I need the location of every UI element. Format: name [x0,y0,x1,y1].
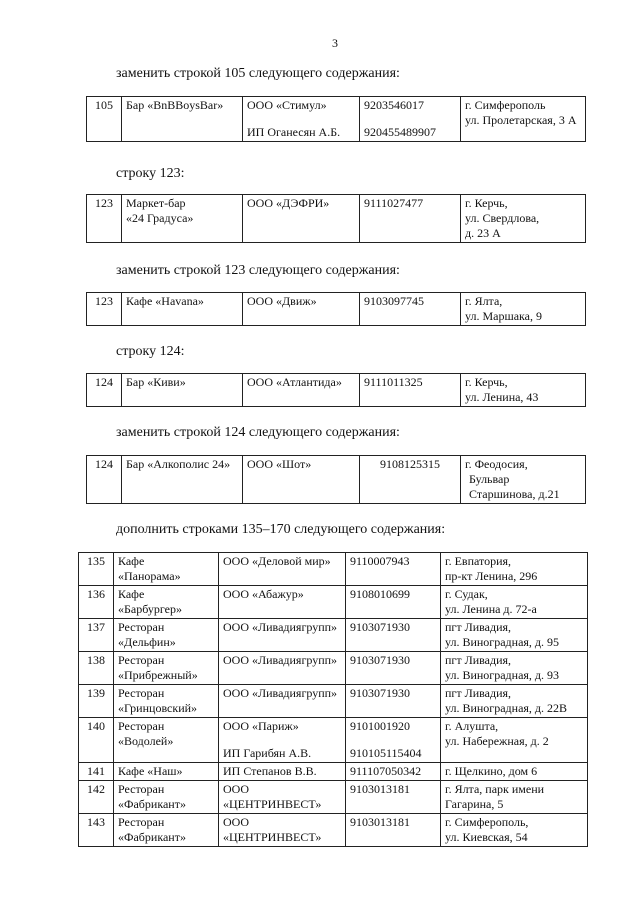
address-line: г. Симферополь, [445,815,529,829]
inn-value-cell [346,814,441,847]
row-number: 138 [79,652,114,685]
row-number: 142 [79,781,114,814]
organization-name: ООО [223,815,249,829]
row-number: 123 [87,293,122,326]
row-number: 123 [87,195,122,243]
address-line: г. Щелкино, дом 6 [445,764,538,778]
row-number: 124 [87,456,122,504]
establishment-name: «Гринцовский» [118,701,198,715]
establishment-name-cell [114,586,219,619]
paragraph-replace-105: заменить строкой 105 следующего содержания: [116,66,400,81]
establishment-name: «Панорама» [118,569,181,583]
table-rows-135-143 [78,552,588,847]
address-line-cell [441,685,588,718]
inn-value: 910105115404 [350,746,422,760]
address-line: г. Евпатория, [445,554,512,568]
establishment-name: Бар «BnBBoysBar» [122,97,243,142]
address-line: г. Судак, [445,587,488,601]
address-line: г. Керчь, [465,196,508,210]
table-row-123-new [86,292,586,326]
establishment-name: Ресторан [118,686,165,700]
address-cell [461,195,586,243]
address-line: Бульвар [469,472,510,486]
address-cell [461,456,586,504]
organization-name-cell [219,586,346,619]
establishment-name-cell [114,718,219,763]
inn-value-cell [346,652,441,685]
inn-value: 9103071930 [350,653,410,667]
establishment-name: Ресторан [118,719,165,733]
row-number: 139 [79,685,114,718]
table-row [87,293,586,326]
organization-name: ООО «Ливадиягрупп» [223,686,338,700]
paragraph-replace-124: заменить строкой 124 следующего содержания: [116,425,400,440]
inn-value: 911107050342 [350,764,422,778]
inn-cell [360,97,461,142]
address-line: д. 23 А [465,226,501,240]
address-line: г. Ялта, парк имени [445,782,545,796]
inn-value-cell [346,781,441,814]
inn-value: 9203546017 [364,98,424,112]
inn-value-cell [346,685,441,718]
inn-value-cell [346,586,441,619]
establishment-name: Ресторан [118,653,165,667]
organization-name-cell [219,718,346,763]
address-line: ул. Виноградная, д. 93 [445,668,560,682]
address-line: ул. Маршака, 9 [465,309,542,323]
organization-name: ООО «Деловой мир» [223,554,331,568]
inn-value: 9103071930 [350,620,410,634]
address-line-cell [441,763,588,781]
table-row [79,781,588,814]
establishment-name-cell [114,652,219,685]
establishment-name: Маркет-бар [126,196,186,210]
establishment-name: Кафе [118,587,145,601]
table-row [79,619,588,652]
table-row [79,814,588,847]
address-line-cell [441,718,588,763]
organization-name-cell [219,781,346,814]
organization-name: ООО «Движ» [243,293,360,326]
table-row [87,97,586,142]
address-line: Старшинова, д.21 [469,487,560,501]
inn-value: 9108010699 [350,587,410,601]
inn-value-cell [346,718,441,763]
paragraph-replace-123: заменить строкой 123 следующего содержания: [116,263,400,278]
table-row-105 [86,96,586,142]
table-row [79,652,588,685]
organization-name: ООО «Шот» [243,456,360,504]
address-line: г. Керчь, [465,375,508,389]
row-number: 105 [87,97,122,142]
organization-name: ИП Степанов В.В. [223,764,317,778]
organization-name: ООО «Стимул» [247,98,327,112]
establishment-name: Кафе [118,554,145,568]
organization-name-cell [219,763,346,781]
address-line: ул. Свердлова, [465,211,540,225]
address-line: ул. Виноградная, д. 95 [445,635,560,649]
inn-value: 9101001920 [350,719,410,733]
address-cell [461,374,586,407]
inn-value-2: 920455489907 [364,125,436,139]
address-line: г. Ялта, [465,294,503,308]
inn-value: 9111027477 [360,195,461,243]
address-line: ул. Киевская, 54 [445,830,528,844]
address-line: ул. Ленина, 43 [465,390,539,404]
organization-name: «ЦЕНТРИНВЕСТ» [223,797,322,811]
establishment-name: «Барбургер» [118,602,182,616]
address-line-cell [441,586,588,619]
organization-name-cell [219,685,346,718]
paragraph-row-124: строку 124: [116,344,185,359]
establishment-name-2: «24 Градуса» [126,211,194,225]
establishment-name: Ресторан [118,782,165,796]
establishment-name-cell [114,763,219,781]
organization-name: ООО [223,782,249,796]
row-number: 137 [79,619,114,652]
organization-name: ООО «Ливадиягрупп» [223,620,338,634]
row-number: 124 [87,374,122,407]
inn-value-cell [346,763,441,781]
address-line-cell [441,553,588,586]
address-line-cell [441,652,588,685]
inn-value: 9110007943 [350,554,410,568]
establishment-name: Бар «Киви» [122,374,243,407]
organization-name: ООО «Париж» [223,719,299,733]
inn-value-cell [346,619,441,652]
address-line: пгт Ливадия, [445,686,512,700]
establishment-name: Кафе «Havana» [122,293,243,326]
address-line-cell [441,781,588,814]
organization-name: ООО «Ливадиягрупп» [223,653,338,667]
inn-value: 9103013181 [350,815,410,829]
address-line: ул. Пролетарская, 3 А [465,113,577,127]
organization-name-2: ИП Оганесян А.Б. [247,125,341,139]
address-line: г. Феодосия, [465,457,528,471]
organization-name-cell [219,814,346,847]
establishment-name: «Дельфин» [118,635,176,649]
address-line-cell [441,619,588,652]
establishment-name-cell [114,814,219,847]
establishment-name: «Фабрикант» [118,830,186,844]
establishment-name-cell [114,619,219,652]
address-line: ул. Виноградная, д. 22В [445,701,568,715]
address-line: ул. Набережная, д. 2 [445,734,549,748]
inn-value: 9103071930 [350,686,410,700]
establishment-name-cell [114,685,219,718]
inn-value: 9108125315 [360,456,461,504]
row-number: 136 [79,586,114,619]
table-row [79,685,588,718]
organization-name: «ЦЕНТРИНВЕСТ» [223,830,322,844]
table-row [79,718,588,763]
row-number: 135 [79,553,114,586]
organization-name-cell [219,619,346,652]
organization-name: ИП Гарибян А.В. [223,746,312,760]
inn-value: 9103097745 [360,293,461,326]
address-line: Гагарина, 5 [445,797,504,811]
establishment-name-cell [114,781,219,814]
organization-cell [243,97,360,142]
page-number: 3 [332,36,338,50]
address-line: г. Симферополь [465,98,546,112]
paragraph-add-135-170: дополнить строками 135–170 следующего содержания: [116,522,446,537]
establishment-name-cell [122,195,243,243]
address-line: г. Алушта, [445,719,499,733]
establishment-name: «Водолей» [118,734,174,748]
row-number: 143 [79,814,114,847]
paragraph-row-123: строку 123: [116,166,185,181]
organization-name: ООО «Абажур» [223,587,304,601]
table-row-124-new [86,455,586,504]
address-line: ул. Ленина д. 72-а [445,602,537,616]
row-number: 141 [79,763,114,781]
establishment-name: «Прибрежный» [118,668,198,682]
establishment-name: Бар «Алкополис 24» [122,456,243,504]
table-row [79,553,588,586]
address-line-cell [441,814,588,847]
address-line: пгт Ливадия, [445,653,512,667]
establishment-name: «Фабрикант» [118,797,186,811]
address-line: пр-кт Ленина, 296 [445,569,538,583]
inn-value-cell [346,553,441,586]
table-row [79,586,588,619]
table-row [87,456,586,504]
organization-name: ООО «ДЭФРИ» [243,195,360,243]
row-number: 140 [79,718,114,763]
address-cell [461,97,586,142]
table-row [79,763,588,781]
establishment-name: Кафе «Наш» [118,764,183,778]
organization-name-cell [219,553,346,586]
address-cell [461,293,586,326]
table-row [87,374,586,407]
table-row-123-old [86,194,586,243]
establishment-name: Ресторан [118,815,165,829]
establishment-name-cell [114,553,219,586]
establishment-name: Ресторан [118,620,165,634]
inn-value: 9111011325 [360,374,461,407]
table-row-124-old [86,373,586,407]
address-line: пгт Ливадия, [445,620,512,634]
organization-name-cell [219,652,346,685]
inn-value: 9103013181 [350,782,410,796]
table-row [87,195,586,243]
organization-name: ООО «Атлантида» [243,374,360,407]
